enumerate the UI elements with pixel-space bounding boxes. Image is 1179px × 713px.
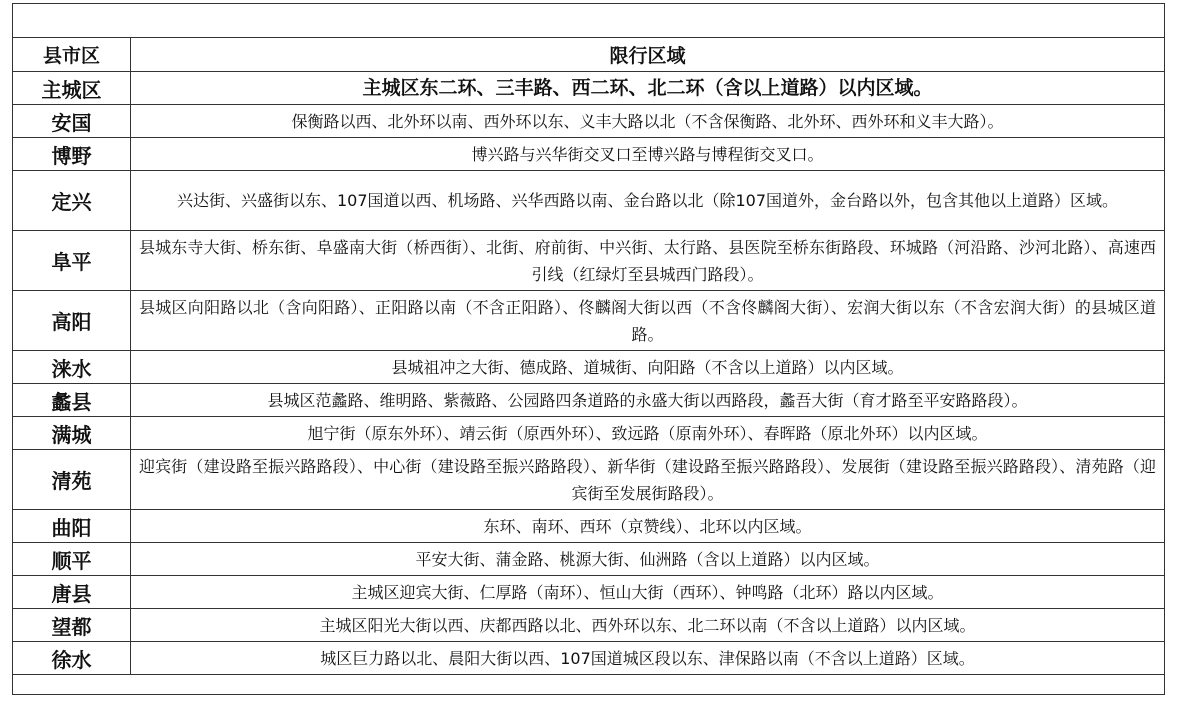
county-cell: 蠡县 (13, 384, 131, 417)
area-cell: 保衡路以西、北外环以南、西外环以东、义丰大路以北（不含保衡路、北外环、西外环和义丰大路）。 (131, 105, 1165, 138)
county-cell: 涞水 (13, 351, 131, 384)
table-row (13, 171, 1165, 231)
table-row (13, 231, 1165, 291)
area-cell: 县城东寺大街、桥东街、阜盛南大街（桥西街）、北街、府前街、中兴街、太行路、县医院至桥东街路段、环城路（河沿路、沙河北路）、高速西引线（红绿灯至县城西门路段）。 (131, 231, 1165, 291)
area-cell: 城区巨力路以北、晨阳大街以西、107国道城区段以东、津保路以南（不含以上道路）区域。 (131, 642, 1165, 675)
area-cell: 主城区阳光大街以西、庆都西路以北、西外环以东、北二环以南（不含以上道路）以内区域。 (131, 609, 1165, 642)
table-row (13, 351, 1165, 384)
area-cell: 兴达街、兴盛街以东、107国道以西、机场路、兴华西路以南、金台路以北（除107国道外，金台路以外，包含其他以上道路）区域。 (131, 171, 1165, 231)
county-cell: 定兴 (13, 171, 131, 231)
table-row (13, 609, 1165, 642)
county-cell: 高阳 (13, 291, 131, 351)
area-cell: 县城区范蠡路、维明路、紫薇路、公园路四条道路的永盛大街以西路段，蠡吾大街（育才路至平安路路段）。 (131, 384, 1165, 417)
table-row (13, 417, 1165, 450)
area-cell: 县城区向阳路以北（含向阳路）、正阳路以南（不含正阳路）、佟麟阁大街以西（不含佟麟阁大街）、宏润大街以东（不含宏润大街）的县城区道路。 (131, 291, 1165, 351)
county-cell: 清苑 (13, 450, 131, 510)
table-row (13, 105, 1165, 138)
county-cell: 安国 (13, 105, 131, 138)
county-cell: 曲阳 (13, 510, 131, 543)
county-cell: 博野 (13, 138, 131, 171)
county-cell: 顺平 (13, 543, 131, 576)
area-cell: 旭宁街（原东外环）、靖云街（原西外环）、致远路（原南外环）、春晖路（原北外环）以内区域。 (131, 417, 1165, 450)
header-area: 限行区域 (131, 38, 1165, 72)
table-row (13, 543, 1165, 576)
table-row (13, 510, 1165, 543)
area-cell: 主城区迎宾大街、仁厚路（南环）、恒山大街（西环）、钟鸣路（北环）路以内区域。 (131, 576, 1165, 609)
area-cell: 主城区东二环、三丰路、西二环、北二环（含以上道路）以内区域。 (131, 72, 1165, 105)
area-cell: 县城祖冲之大街、德成路、道城街、向阳路（不含以上道路）以内区域。 (131, 351, 1165, 384)
table-row (13, 384, 1165, 417)
table-row (13, 138, 1165, 171)
county-cell: 满城 (13, 417, 131, 450)
table-row (13, 450, 1165, 510)
county-cell: 望都 (13, 609, 131, 642)
county-cell: 唐县 (13, 576, 131, 609)
county-cell: 阜平 (13, 231, 131, 291)
restriction-table (12, 37, 1165, 675)
table-row (13, 576, 1165, 609)
table-header-row (13, 38, 1165, 72)
area-cell: 博兴路与兴华街交叉口至博兴路与博程街交叉口。 (131, 138, 1165, 171)
table-row (13, 642, 1165, 675)
table-row (13, 72, 1165, 105)
county-cell: 徐水 (13, 642, 131, 675)
header-county: 县市区 (13, 38, 131, 72)
county-cell: 主城区 (13, 72, 131, 105)
table-row (13, 291, 1165, 351)
area-cell: 迎宾街（建设路至振兴路路段）、中心街（建设路至振兴路路段）、新华街（建设路至振兴路路段）、发展街（建设路至振兴路路段）、清苑路（迎宾街至发展街路段）。 (131, 450, 1165, 510)
area-cell: 东环、南环、西环（京赞线）、北环以内区域。 (131, 510, 1165, 543)
area-cell: 平安大街、蒲金路、桃源大街、仙洲路（含以上道路）以内区域。 (131, 543, 1165, 576)
